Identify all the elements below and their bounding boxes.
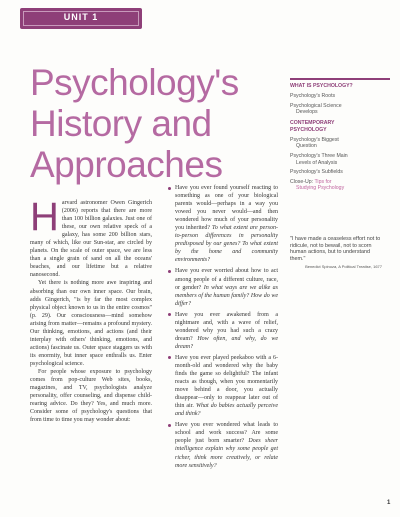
title-line-3: Approaches (30, 144, 223, 185)
bullet-question: In what ways are we alike as members of the human family? How do we differ? (175, 284, 279, 307)
question-bullet (168, 267, 278, 307)
paragraph-2: Yet there is nothing more awe inspiring and absorbing than our own inner space. Our brain, adds Gingerich, "is by far the most complex physical object known to us in the entire cosmos" (p. 29). Our consciousness—mind somehow arising from matter—remains a profound mystery. Our thinking, emotions, and actions (and their interplay with others' thinking, emotions, and actions) fascinate us. Outer space staggers us with its enormity, but inner space enthralls us. Enter psychological science. (30, 280, 152, 367)
toc-section-header: CONTEMPORARY (290, 119, 335, 126)
intro-paragraph (30, 195, 152, 279)
page-number: 1 (387, 500, 391, 506)
bullet-text: Have you ever wondered what leads to school and work success? Are some people just born smarter? (175, 422, 278, 445)
title-line-1: Psychology's (30, 62, 239, 103)
drop-cap: H (30, 195, 59, 239)
bullet-text: Have you ever awakened from a nightmare and, with a wave of relief, wondered why you had such a crazy dream? (175, 311, 278, 342)
bullet-question: To what extent are person-to-person differences in personality predisposed by our genes? To what extent by the home and community environments? (175, 225, 279, 264)
body-column-left (30, 195, 152, 424)
quote-text: "I have made a ceaseless effort not to ridicule, not to bewail, not to scorn human actions, but to understand them." (290, 236, 381, 262)
toc-item: Psychological Science (290, 102, 342, 109)
bullet-text: Have you ever found yourself reacting to something as one of your biological parents would—perhaps in a way you vowed you never would—and then wondered how much of your personality you inherited? (175, 185, 278, 232)
question-bullet (168, 421, 278, 469)
question-bullet (168, 354, 278, 418)
margin-quote (290, 236, 382, 269)
question-bullet (168, 184, 278, 264)
intro-text: arvard astronomer Owen Gingerich (2006) reports that there are more than 100 billion galaxies. Just one of these, our own relative speck of a galaxy, has some 200 billion stars, many of which, like our Sun-star, are circled by planets. On the scale of outer space, we are less than a single grain of sand on all the oceans' beaches, and our lifetime but a relative nanosecond. (30, 200, 152, 279)
quote-attribution: Benedict Spinoza, A Political Treatise, 1677 (305, 264, 382, 270)
toc-item: Psychology's Roots (290, 93, 336, 99)
toc-item-continued: Question (296, 143, 317, 150)
unit-banner (20, 8, 142, 29)
bullet-question: What do babies actually perceive and think? (175, 403, 278, 418)
closeup-title: Tips for (314, 178, 332, 185)
paragraph-3: For people whose exposure to psychology comes from pop-culture Web sites, books, magazines, and TV, psychologists analyze personality, offer counseling, and dispense child-rearing advice. Do they? Yes, and much more. Consider some of psychology's questions that from time to time you may wonder about: (30, 368, 152, 424)
toc-closeup (290, 179, 390, 186)
title-line-2: History and (30, 103, 212, 144)
chapter-title (30, 62, 270, 185)
toc-item: Psychology's Three Main (290, 152, 348, 159)
bullet-question: Does sheer intelligence explain why some people get richer, think more creatively, or relate more sensitively? (175, 438, 279, 469)
bullet-text: Have you ever played peekaboo with a 6-month-old and wondered why the baby finds the game so delightful? The infant reacts as though, when you momentarily move behind a door, you actually disappear—only to reappear later out of thin air. (175, 354, 278, 410)
bullet-text: Have you ever worried about how to act among people of a different culture, race, or gender? (175, 268, 278, 291)
chapter-contents (290, 78, 390, 192)
body-column-right (168, 184, 278, 473)
closeup-title-continued: Studying Psychology (296, 185, 345, 192)
question-bullet (168, 311, 278, 351)
closeup-label: Close-Up: (290, 178, 314, 185)
toc-section-header: WHAT IS PSYCHOLOGY? (290, 83, 353, 89)
toc-top-rule (290, 78, 390, 80)
toc-item-continued: Develops (296, 109, 318, 116)
toc-item: Psychology's Subfields (290, 169, 343, 176)
toc-section-header: PSYCHOLOGY (290, 126, 327, 133)
toc-item-continued: Levels of Analysis (296, 159, 338, 166)
unit-label: UNIT 1 (63, 12, 99, 22)
bullet-question: How often, and why, do we dream? (175, 335, 278, 350)
toc-item: Psychology's Biggest (290, 136, 339, 143)
